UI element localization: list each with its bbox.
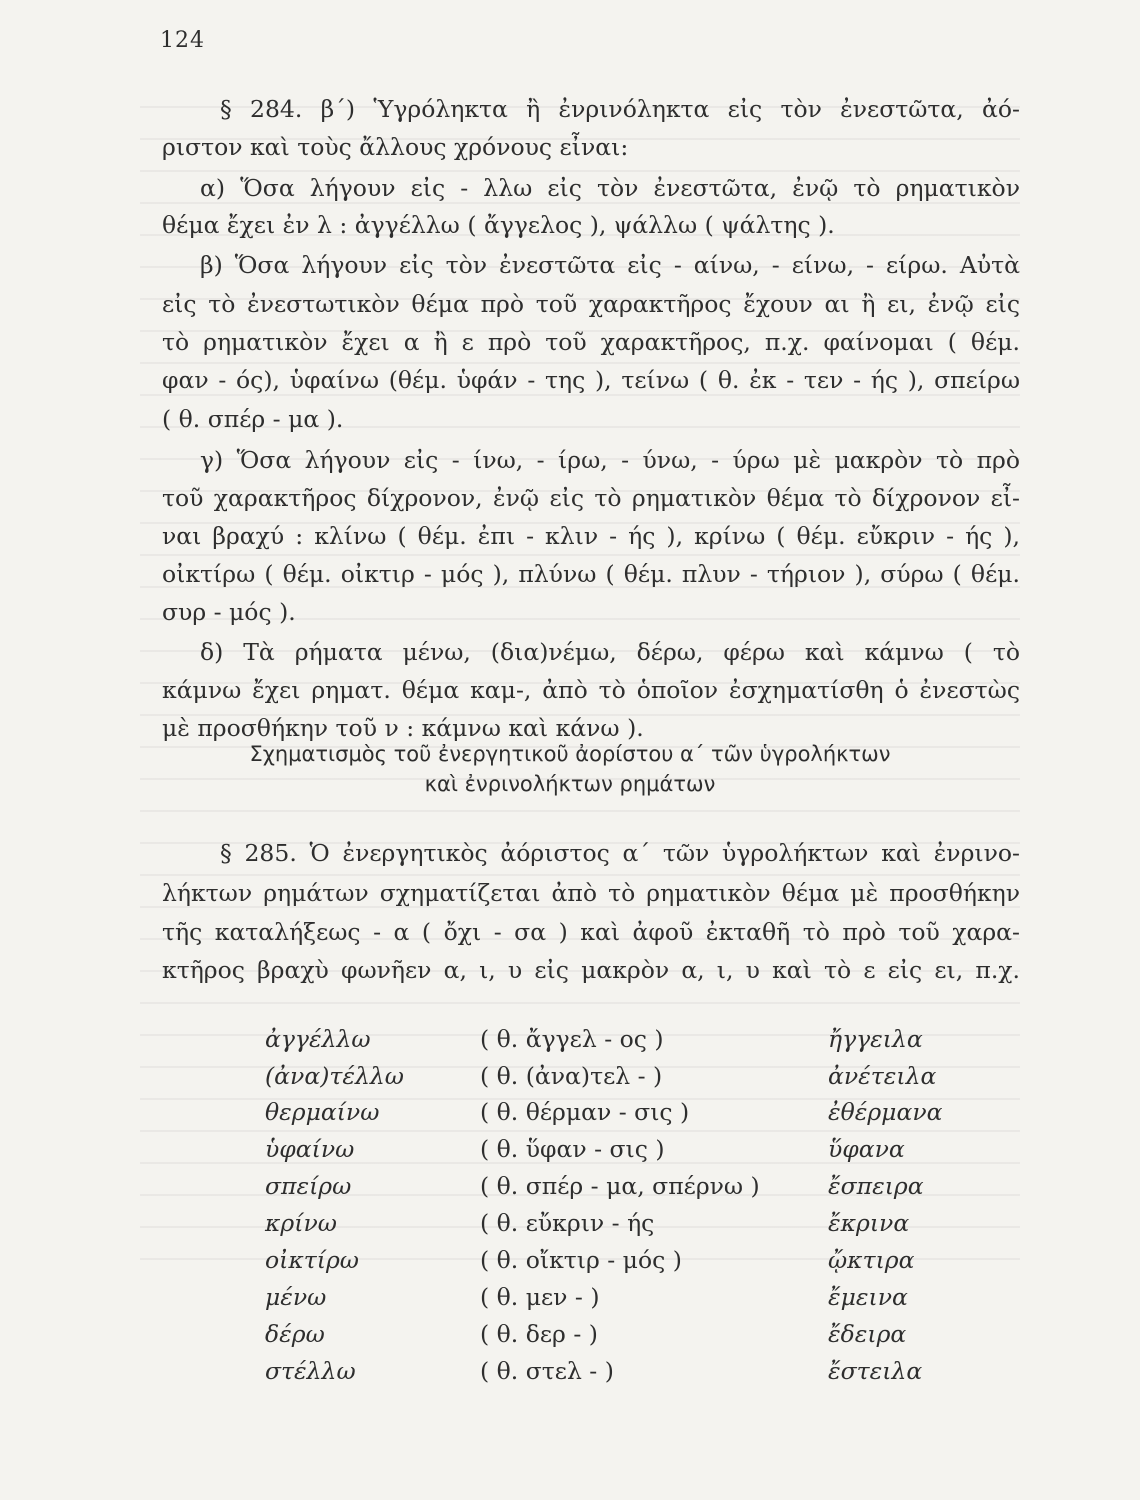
text-line: κτῆρος βραχὺ φωνῆεν α, ι, υ εἰς μακρὸν α, ι, υ καὶ τὸ ε εἰς ει, π.χ.: [162, 956, 1020, 984]
verb-theme: ( θ. ὕφαν - σις ): [480, 1135, 665, 1163]
text-line: φαν - ός), ὑφαίνω (θέμ. ὑφάν - της ), τείνω ( θ. ἐκ - τεν - ής ), σπείρω: [162, 366, 1020, 394]
text-line: δ) Τὰ ρήματα μένω, (δια)νέμω, δέρω, φέρω καὶ κάμνω ( τὸ: [200, 638, 1020, 666]
verb-theme: ( θ. εὔκριν - ής: [480, 1209, 655, 1237]
verb-theme: ( θ. δερ - ): [480, 1320, 598, 1348]
verb-present: δέρω: [265, 1320, 325, 1348]
verb-aorist: ἀνέτειλα: [828, 1062, 937, 1090]
text-line: κάμνω ἔχει ρηματ. θέμα καμ-, ἀπὸ τὸ ὁποῖον ἐσχηματίσθη ὁ ἐνεστὼς: [162, 676, 1020, 704]
text-line: τοῦ χαρακτῆρος δίχρονον, ἐνῷ εἰς τὸ ρηματικὸν θέμα τὸ δίχρονον εἶ-: [162, 484, 1020, 512]
text-line: συρ - μός ).: [162, 598, 296, 626]
text-line: β) Ὅσα λήγουν εἰς τὸν ἐνεστῶτα εἰς - αίνω, - είνω, - είρω. Αὐτὰ: [200, 251, 1020, 279]
verb-present: (ἀνα)τέλλω: [265, 1062, 404, 1090]
verb-aorist: ἔκρινα: [828, 1209, 910, 1237]
verb-theme: ( θ. στελ - ): [480, 1357, 614, 1385]
verb-aorist: ἔμεινα: [828, 1283, 908, 1311]
verb-theme: ( θ. σπέρ - μα, σπέρνω ): [480, 1172, 760, 1200]
verb-theme: ( θ. θέρμαν - σις ): [480, 1098, 690, 1126]
verb-present: κρίνω: [265, 1209, 337, 1237]
table-row: [0, 1135, 1140, 1171]
text-line: § 284. β΄) Ὑγρόληκτα ἢ ἐνρινόληκτα εἰς τὸν ἐνεστῶτα, ἀό-: [220, 95, 1020, 123]
text-line: τῆς καταλήξεως - α ( ὄχι - σα ) καὶ ἀφοῦ ἐκταθῆ τὸ πρὸ τοῦ χαρα-: [162, 918, 1020, 946]
table-row: [0, 1062, 1140, 1098]
verb-present: ἀγγέλλω: [265, 1025, 371, 1053]
verb-present: μένω: [265, 1283, 327, 1311]
section-heading-line-2: καὶ ἐνρινολήκτων ρημάτων: [424, 772, 716, 796]
verb-aorist: ἔσπειρα: [828, 1172, 924, 1200]
verb-present: θερμαίνω: [265, 1098, 380, 1126]
verb-aorist: ᾤκτιρα: [828, 1246, 915, 1274]
verb-aorist: ἔστειλα: [828, 1357, 923, 1385]
text-line: α) Ὅσα λήγουν εἰς - λλω εἰς τὸν ἐνεστῶτα, ἐνῷ τὸ ρηματικὸν: [200, 174, 1020, 202]
table-row: [0, 1172, 1140, 1208]
verb-aorist: ἐθέρμανα: [828, 1098, 943, 1126]
text-line: εἰς τὸ ἐνεστωτικὸν θέμα πρὸ τοῦ χαρακτῆρος ἔχουν αι ἢ ει, ἐνῷ εἰς: [162, 290, 1020, 318]
table-row: [0, 1283, 1140, 1319]
verb-theme: ( θ. (ἀνα)τελ - ): [480, 1062, 663, 1090]
text-line: ( θ. σπέρ - μα ).: [162, 405, 344, 433]
table-row: [0, 1209, 1140, 1245]
verb-present: ὑφαίνω: [265, 1135, 355, 1163]
verb-aorist: ἔδειρα: [828, 1320, 907, 1348]
text-line: γ) Ὅσα λήγουν εἰς - ίνω, - ίρω, - ύνω, - ύρω μὲ μακρὸν τὸ πρὸ: [200, 446, 1020, 474]
table-row: [0, 1246, 1140, 1282]
verb-present: οἰκτίρω: [265, 1246, 359, 1274]
verb-theme: ( θ. οἴκτιρ - μός ): [480, 1246, 682, 1274]
verb-theme: ( θ. μεν - ): [480, 1283, 600, 1311]
verb-aorist: ἤγγειλα: [828, 1025, 923, 1053]
text-line: μὲ προσθήκην τοῦ ν : κάμνω καὶ κάνω ).: [162, 714, 644, 742]
table-row: [0, 1357, 1140, 1393]
verb-aorist: ὕφανα: [828, 1135, 905, 1163]
text-line: οἰκτίρω ( θέμ. οἰκτιρ - μός ), πλύνω ( θέμ. πλυν - τήριον ), σύρω ( θέμ.: [162, 560, 1020, 588]
table-row: [0, 1025, 1140, 1061]
text-line: θέμα ἔχει ἐν λ : ἀγγέλλω ( ἄγγελος ), ψάλλω ( ψάλτης ).: [162, 211, 835, 239]
table-row: [0, 1320, 1140, 1356]
text-line: ριστον καὶ τοὺς ἄλλους χρόνους εἶναι:: [162, 133, 629, 161]
table-row: [0, 1098, 1140, 1134]
text-line: τὸ ρηματικὸν ἔχει α ἢ ε πρὸ τοῦ χαρακτῆρος, π.χ. φαίνομαι ( θέμ.: [162, 328, 1020, 356]
section-heading-line-1: Σχηματισμὸς τοῦ ἐνεργητικοῦ ἀορίστου α΄ τῶν ὑγρολήκτων: [249, 742, 891, 766]
verb-present: σπείρω: [265, 1172, 352, 1200]
verb-present: στέλλω: [265, 1357, 356, 1385]
page-number: 124: [160, 28, 205, 53]
text-line: ναι βραχύ : κλίνω ( θέμ. ἐπι - κλιν - ής ), κρίνω ( θέμ. εὔκριν - ής ),: [162, 522, 1020, 550]
text-line: § 285. Ὁ ἐνεργητικὸς ἀόριστος α΄ τῶν ὑγρολήκτων καὶ ἐνρινο-: [220, 839, 1020, 867]
verb-theme: ( θ. ἄγγελ - ος ): [480, 1025, 664, 1053]
text-line: λήκτων ρημάτων σχηματίζεται ἀπὸ τὸ ρηματικὸν θέμα μὲ προσθήκην: [162, 879, 1020, 907]
